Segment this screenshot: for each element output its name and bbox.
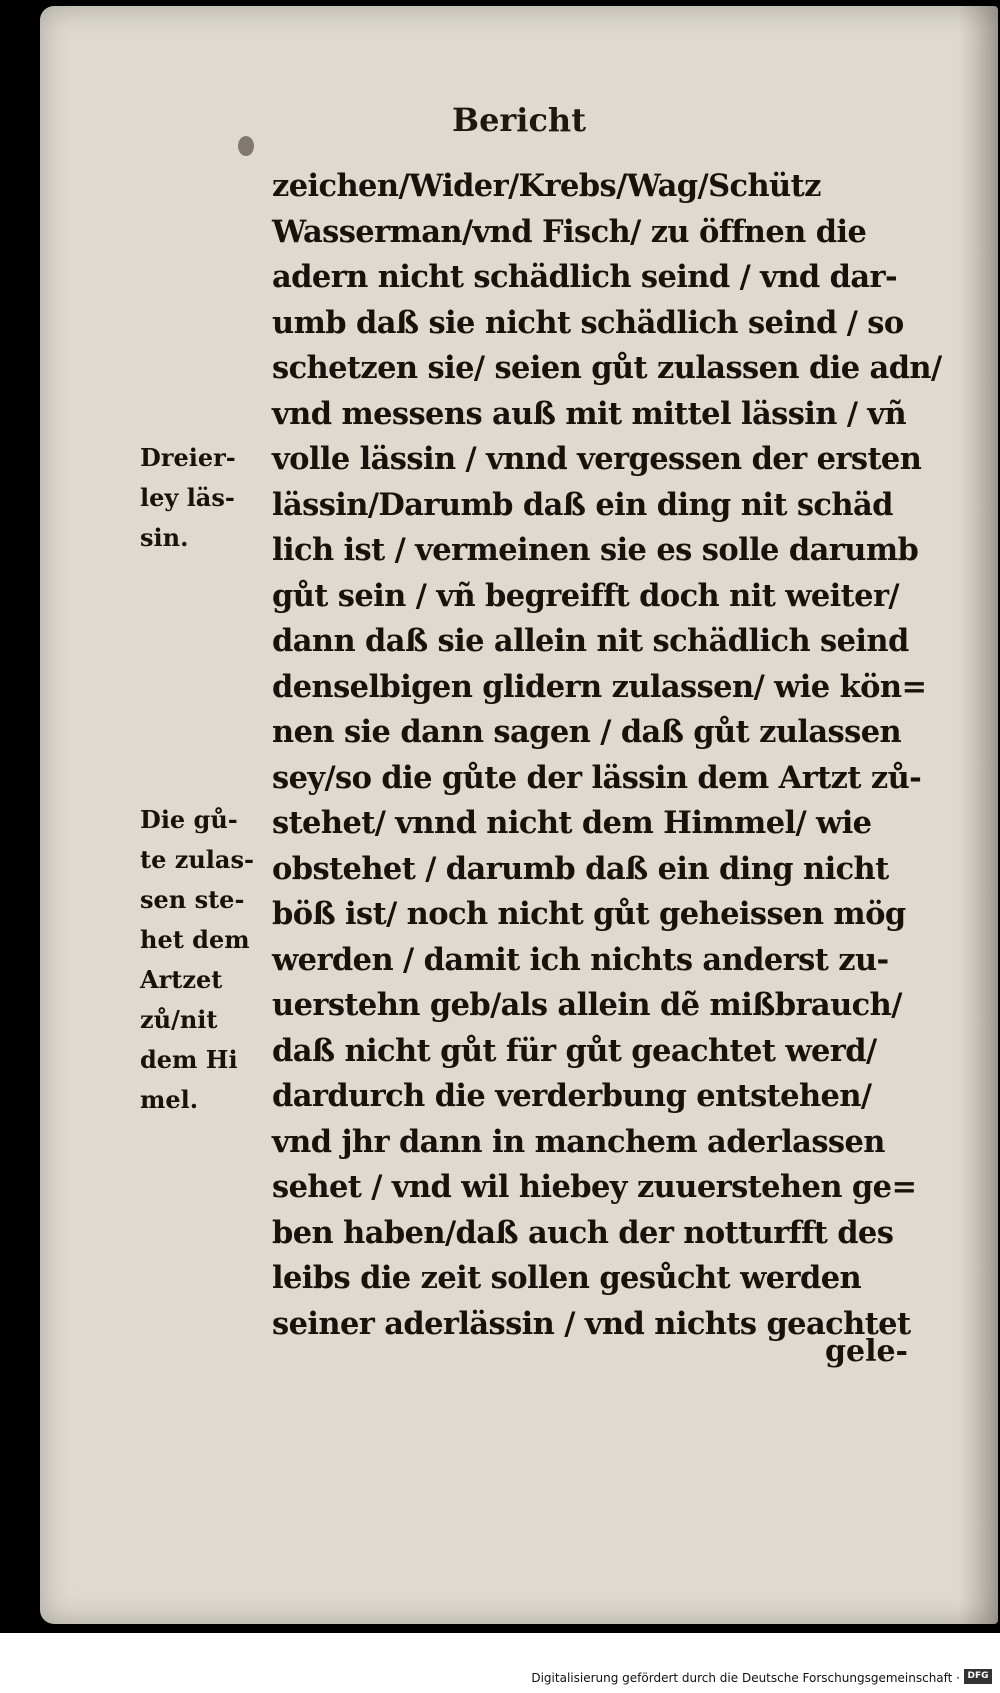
text-line: adern nicht schädlich seind / vnd dar- [272,259,898,295]
text-line: leibs die zeit sollen gesůcht werden [272,1260,862,1296]
text-line: zeichen/Wider/Krebs/Wag/Schütz [272,168,821,204]
text-line: sey/so die gůte der lässin dem Artzt zů- [272,759,922,796]
margin-note-line: sin. [140,523,189,552]
text-line: umb daß sie nicht schädlich seind / so [272,304,904,341]
margin-note-dreierley [140,438,270,558]
text-line: dann daß sie allein nit schädlich seind [272,623,909,659]
text-line: obstehet / darumb daß ein ding nicht [272,850,889,887]
book-page [40,6,998,1624]
margin-note-line: Die gů- [140,805,238,834]
text-line: vnd jhr dann in manchem aderlassen [272,1123,885,1160]
text-line: denselbigen glidern zulassen/ wie kön= [272,668,927,705]
text-line: ben haben/daß auch der notturfft des [272,1214,894,1251]
margin-note-line: Dreier- [140,443,236,472]
main-text-block [272,164,952,1347]
margin-note-die-gute [140,800,270,1120]
margin-note-line: mel. [140,1085,199,1114]
footer-credit: Digitalisierung gefördert durch die Deutsche Forschungsgemeinschaft · [531,1671,960,1685]
text-line: volle lässin / vnnd vergessen der ersten [272,441,922,477]
text-line: lässin/Darumb daß ein ding nit schäd [272,486,893,523]
text-line: uerstehn geb/als allein dẽ mißbrauch/ [272,987,902,1023]
text-line: lich ist / vermeinen sie es solle darumb [272,532,919,568]
dfg-logo: DFG [964,1669,992,1684]
margin-note-line: sen ste- [140,885,245,914]
margin-note-line: Artzet [140,965,223,994]
margin-note-line: het dem [140,925,250,954]
text-line: böß ist/ noch nicht gůt geheissen mög [272,896,906,932]
margin-note-line: te zulas- [140,845,254,874]
margin-note-line: ley läs- [140,483,235,512]
text-line: dardurch die verderbung entstehen/ [272,1078,872,1114]
margin-note-line: dem Hi [140,1045,238,1074]
footer-bar [0,1633,1000,1693]
text-line: sehet / vnd wil hiebey zuuerstehen ge= [272,1169,917,1205]
text-line: seiner aderlässin / vnd nichts geachtet [272,1305,911,1342]
text-line: vnd messens auß mit mittel lässin / vñ [272,395,907,432]
margin-note-line: zů/nit [140,1005,218,1034]
text-line: stehet/ vnnd nicht dem Himmel/ wie [272,805,872,841]
text-line: nen sie dann sagen / daß gůt zulassen [272,714,902,750]
catchword: gele- [825,1334,908,1369]
text-line: schetzen sie/ seien gůt zulassen die adn/ [272,350,942,386]
text-line: Wasserman/vnd Fisch/ zu öffnen die [272,213,867,250]
text-line: werden / damit ich nichts anderst zu- [272,941,889,978]
text-line: gůt sein / vñ begreifft doch nit weiter/ [272,577,899,614]
running-head: Bericht [452,101,586,139]
text-line: daß nicht gůt für gůt geachtet werd/ [272,1032,877,1069]
ink-blot [238,136,254,156]
